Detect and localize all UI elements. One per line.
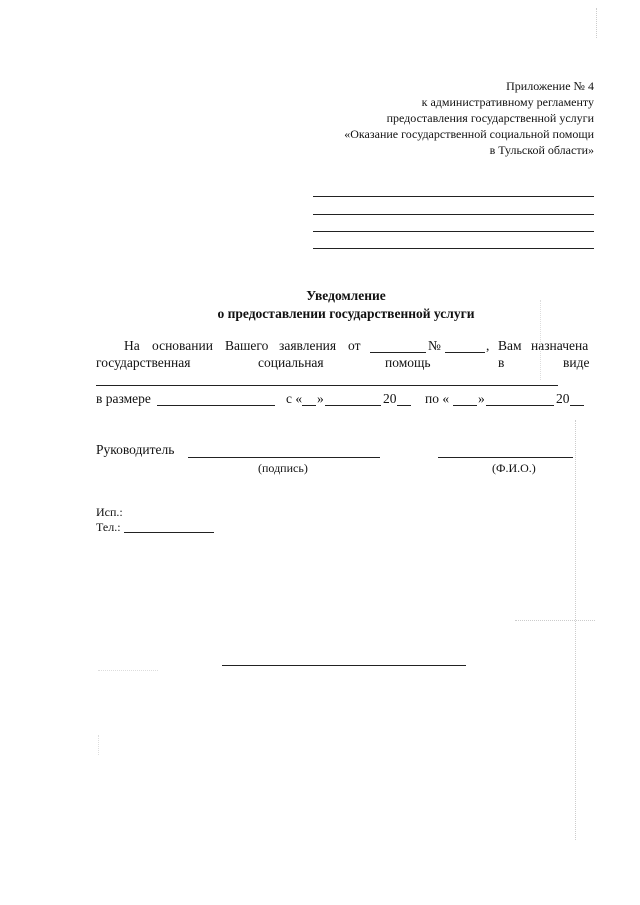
appendix-header [274,78,594,158]
amount-label: в размере [96,391,151,406]
from-month-field[interactable] [325,405,381,406]
head-label: Руководитель [96,442,175,457]
to-quote-close: » [478,391,485,406]
to-month-field[interactable] [486,405,554,406]
bottom-separator [222,665,466,666]
word-zayavleniya: заявления [279,338,337,353]
scan-noise-left-2 [98,735,105,755]
word-socialnaya: социальная [258,355,324,370]
from-year-prefix: 20 [383,391,397,406]
word-vam: Вам [498,338,522,353]
signature-caption: (подпись) [258,461,308,475]
appendix-line-help: «Оказание государственной социальной помощи [344,127,594,141]
addressee-line-1[interactable] [313,196,594,197]
appendix-line-region: в Тульской области» [489,143,594,157]
amount-row [0,391,640,409]
from-quote-close: » [317,391,324,406]
scan-noise-left [98,670,158,681]
fio-field[interactable] [438,457,573,458]
to-year-prefix: 20 [556,391,570,406]
help-type-field[interactable] [96,385,558,386]
fio-caption: (Ф.И.О.) [492,461,536,475]
scan-noise-right-2 [575,420,586,840]
word-na: На [124,338,140,353]
word-v: в [498,355,505,370]
appendix-line-service: предоставления государственной услуги [386,111,594,125]
appendix-line-regulation: к административному регламенту [421,95,594,109]
addressee-line-2[interactable] [313,214,594,215]
word-pomosch: помощь [385,355,431,370]
phone-label: Тел.: [96,520,121,534]
to-year-field[interactable] [570,405,584,406]
from-day-field[interactable] [302,405,316,406]
word-osnovanii: основании [152,338,213,353]
to-day-field[interactable] [453,405,477,406]
scan-noise-right-3 [515,570,595,621]
comma: , [486,338,490,353]
to-label: по « [425,391,450,406]
notice-subtitle: о предоставлении государственной услуги [217,306,475,321]
scan-noise-right-1 [540,300,601,380]
appendix-number: Приложение № 4 [506,79,594,93]
executor-label: Исп.: [96,505,123,519]
scan-noise-top-right [556,8,597,38]
phone-field[interactable] [124,532,214,533]
word-number-sign: № [428,338,441,353]
signature-field[interactable] [188,457,380,458]
notice-title: Уведомление [306,288,386,303]
word-ot: от [348,338,361,353]
application-number-field[interactable] [445,352,485,353]
addressee-line-4[interactable] [313,248,594,249]
amount-field[interactable] [157,405,275,406]
word-naznachena: назначена [531,338,589,353]
word-vide: виде [563,355,590,370]
addressee-line-3[interactable] [313,231,594,232]
from-year-field[interactable] [397,405,411,406]
word-gosudarstvennaya: государственная [96,355,191,370]
from-label: с « [286,391,303,406]
application-date-field[interactable] [370,352,426,353]
word-vashego: Вашего [225,338,269,353]
